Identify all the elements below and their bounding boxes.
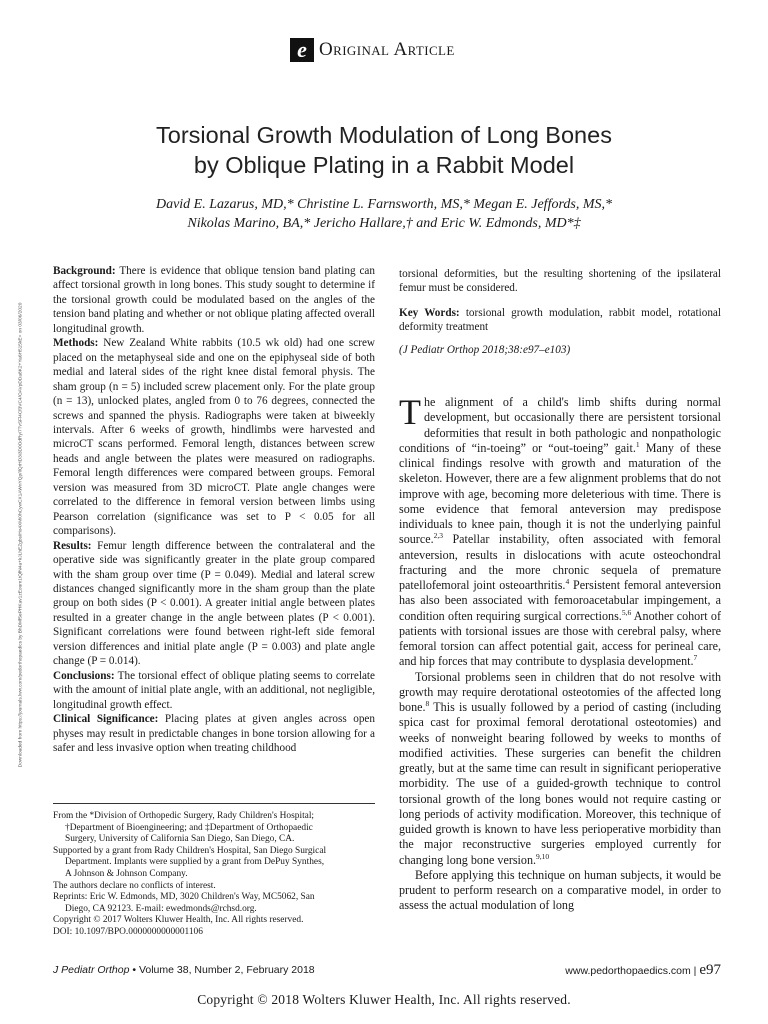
footer-website[interactable]: www.pedorthopaedics.com <box>565 965 691 977</box>
drop-cap: T <box>399 392 421 432</box>
abstract-continued <box>399 267 721 296</box>
authors-line-1: David E. Lazarus, MD,* Christine L. Farnsworth, MS,* Megan E. Jeffords, MS,* <box>155 197 613 212</box>
footer-journal: J Pediatr Orthop <box>53 964 130 976</box>
affil-support-3: A Johnson & Johnson Company. <box>65 868 188 879</box>
abstract-conclusions <box>53 669 375 712</box>
citation <box>399 343 721 357</box>
ref: 2,3 <box>433 531 443 541</box>
methods-text: New Zealand White rabbits (10.5 wk old) had one screw placed on the metaphyseal side and one on the epiphyseal side of both medial and lateral sides of the right knee distal femoral physis. The sham group (n = 5) included screw placement only. For the plate group (n = 13), unlocked plates, angled from 0 to 76 degrees, connected the screws and spanned the physis. Radiographs were taken at biweekly intervals. After 6 weeks of growth, hindlimbs were harvested and microCT scans performed. Femoral length, distances between screw heads and angle between the plates were measured on radiographs. Femoral length differences were compared between groups. Femoral version was measured from 3D microCT. Plate angle changes were correlated to the difference in femoral version between limbs using Pearson correlation (significance was set to P < 0.05 for all comparisons). <box>53 337 375 538</box>
affil-support-1: Supported by a grant from Rady Children's Hospital, San Diego Surgical <box>53 845 327 856</box>
abstract <box>53 264 375 755</box>
ref: 1 <box>635 439 640 449</box>
footer-volume: • Volume 38, Number 2, February 2018 <box>129 964 315 976</box>
keywords <box>399 306 721 335</box>
article-type-header <box>290 38 455 62</box>
affiliation-divider <box>53 803 375 804</box>
download-sidebar <box>6 150 36 920</box>
affil-support-2: Department. Implants were supplied by a grant from DePuy Synthes, <box>65 857 325 868</box>
affil-doi: DOI: 10.1097/BPO.0000000000001106 <box>53 926 203 937</box>
body-paragraph-2: Torsional problems seen in children that do not resolve with growth may require derotational osteotomies of the affected long bone.$^8$ This is usually followed by a period of casting (including spica cast for proximal femoral derotational osteotomies) and weeks of nonweight bearing followed by weeks to months of modified activities. These surgeries can benefit the children greatly, but at the same time can result in significant perioperative morbidity. The use of a guided-growth technique to control torsional growth of the long bones would not require casting or long periods of activity modification. Moreover, this technique of guided growth is known to have less perioperative morbidity than the major reconstructive surgeries employed currently for changing long bone version.$^{9,10}$ <box>399 669 721 867</box>
affil-from-2: †Department of Bioengineering; and ‡Department of Orthopaedic <box>65 822 313 833</box>
footer-journal-info <box>53 964 315 976</box>
conclusions-label: Conclusions: <box>53 669 115 682</box>
abstract-significance <box>53 712 375 755</box>
affiliations <box>53 811 375 939</box>
body-text <box>399 392 722 914</box>
affil-reprints-2: Diego, CA 92123. E-mail: ewedmonds@rchsd.org. <box>65 903 257 914</box>
body-paragraph-1: The alignment of a child's limb shifts during normal development, but occasionally there are persistent torsional deformities that result in both pathologic and nonpathologic conditions of “in-toeing” or “out-toeing” gait.$^1$ Many of these clinical findings resolve with growth and maturation of the skeleton. However, there are a few alignment problems that do not improve with age, becoming more deleterious with time. There is some evidence that femoral anteversion may predispose individuals to knee pain, though it is not the underlying painful source.$^{2,3}$ Patellar instability, often associated with femoral anteversion, results in dislocations with acute osteochondral fracturing and the more chronic sequela of premature patellofemoral joint osteoarthritis.$^4$ Persistent femoral anteversion has also been associated with femoroacetabular impingement, a condition often requiring surgical corrections.$^{5,6}$ Another cohort of patients with torsional issues are those with cerebral palsy, where femoral torsion can affect potential gait, access for perineal care, and hip forces that may contribute to dysplasia development.$^7$ <box>399 392 722 669</box>
ref: 7 <box>693 653 698 663</box>
conclusions-text: The torsional effect of oblique plating seems to correlate with the amount of initial plate angle, with an additional, not negligible, longitudinal growth effect. <box>53 669 375 711</box>
title-line-1: Torsional Growth Modulation of Long Bones <box>156 122 612 148</box>
abstract-methods <box>53 336 375 538</box>
article-type-label: Original Article <box>319 39 455 60</box>
download-notice: Downloaded from https://journals.lww.com/pedorthopaedics by BhDMf5ePHKav1zEoum1tQfN4a+kJLhEZgbsIHo4XMi0hCywCX1AWnYQp/IlQrHD3i3D0OdRyi7TvSFl4Cf3VC4/OAVpDDa8K2+Ya6H515kE= on 03/06/2020 <box>18 302 24 768</box>
footer-page-info: www.pedorthopaedics.com | e97 <box>565 962 721 978</box>
methods-label: Methods: <box>53 337 99 350</box>
abstract-background <box>53 264 375 336</box>
affil-from-1: From the *Division of Orthopedic Surgery, Rady Children's Hospital; <box>53 811 315 821</box>
author-list <box>0 195 768 233</box>
affil-from-3: Surgery, University of California San Diego, San Diego, CA. <box>65 834 295 845</box>
title-line-2: by Oblique Plating in a Rabbit Model <box>193 152 575 178</box>
body-paragraph-3: Before applying this technique on human subjects, it would be prudent to perform research on a comparative model, in order to assess the actual modulation of long <box>399 867 721 913</box>
affil-copyright: Copyright © 2017 Wolters Kluwer Health, Inc. All rights reserved. <box>53 915 304 926</box>
page-number: e97 <box>699 962 721 978</box>
ref: 4 <box>565 576 570 586</box>
significance-text: Placing plates at given angles across open physes may result in predictable changes in bone torsion allowing for a safer and less invasive option when treating childhood <box>53 713 375 754</box>
ref: 9,10 <box>536 851 550 861</box>
article-title <box>0 120 768 180</box>
background-label: Background: <box>53 265 116 277</box>
significance-label: Clinical Significance: <box>53 713 159 726</box>
keywords-text: torsional growth modulation, rabbit model, rotational deformity treatment <box>399 307 721 334</box>
citation-text: (J Pediatr Orthop 2018;38:e97–e103) <box>399 344 571 356</box>
page-copyright: Copyright © 2018 Wolters Kluwer Health, Inc. All rights reserved. <box>197 992 571 1007</box>
abstract-continued-text: torsional deformities, but the resulting shortening of the ipsilateral femur must be considered. <box>399 268 721 295</box>
abstract-results <box>53 539 375 669</box>
affil-conflicts: The authors declare no conflicts of interest. <box>53 880 216 891</box>
results-text: Femur length difference between the contralateral and the operative side was significantly greater in the plate group compared with the sham group over time (P = 0.049). Medial and lateral screw distances changed significantly more in the sham group than the plate group on both sides (P < 0.001). A greater initial angle between plates resulted in a greater change in the angle between plates (P < 0.001). Significant correlations were found between right-left side femoral version differences and initial plate angle (P = 0.003) and plate angle change (P = 0.014). <box>53 539 375 668</box>
ref: 5,6 <box>621 607 632 617</box>
affil-reprints-1: Reprints: Eric W. Edmonds, MD, 3020 Children's Way, MC5062, San <box>53 892 315 903</box>
ref: 8 <box>425 698 430 708</box>
keywords-label: Key Words: <box>399 307 460 319</box>
authors-line-2: Nikolas Marino, BA,* Jericho Hallare,† and Eric W. Edmonds, MD*‡ <box>187 216 581 231</box>
background-text: There is evidence that oblique tension band plating can affect torsional growth in long bones. This study sought to determine if the torsional growth could be modulated based on the angles of the tension band plating and whether or not oblique plating affected overall longitudinal growth. <box>53 265 375 335</box>
results-label: Results: <box>53 539 92 552</box>
journal-e-logo: e <box>290 38 314 62</box>
